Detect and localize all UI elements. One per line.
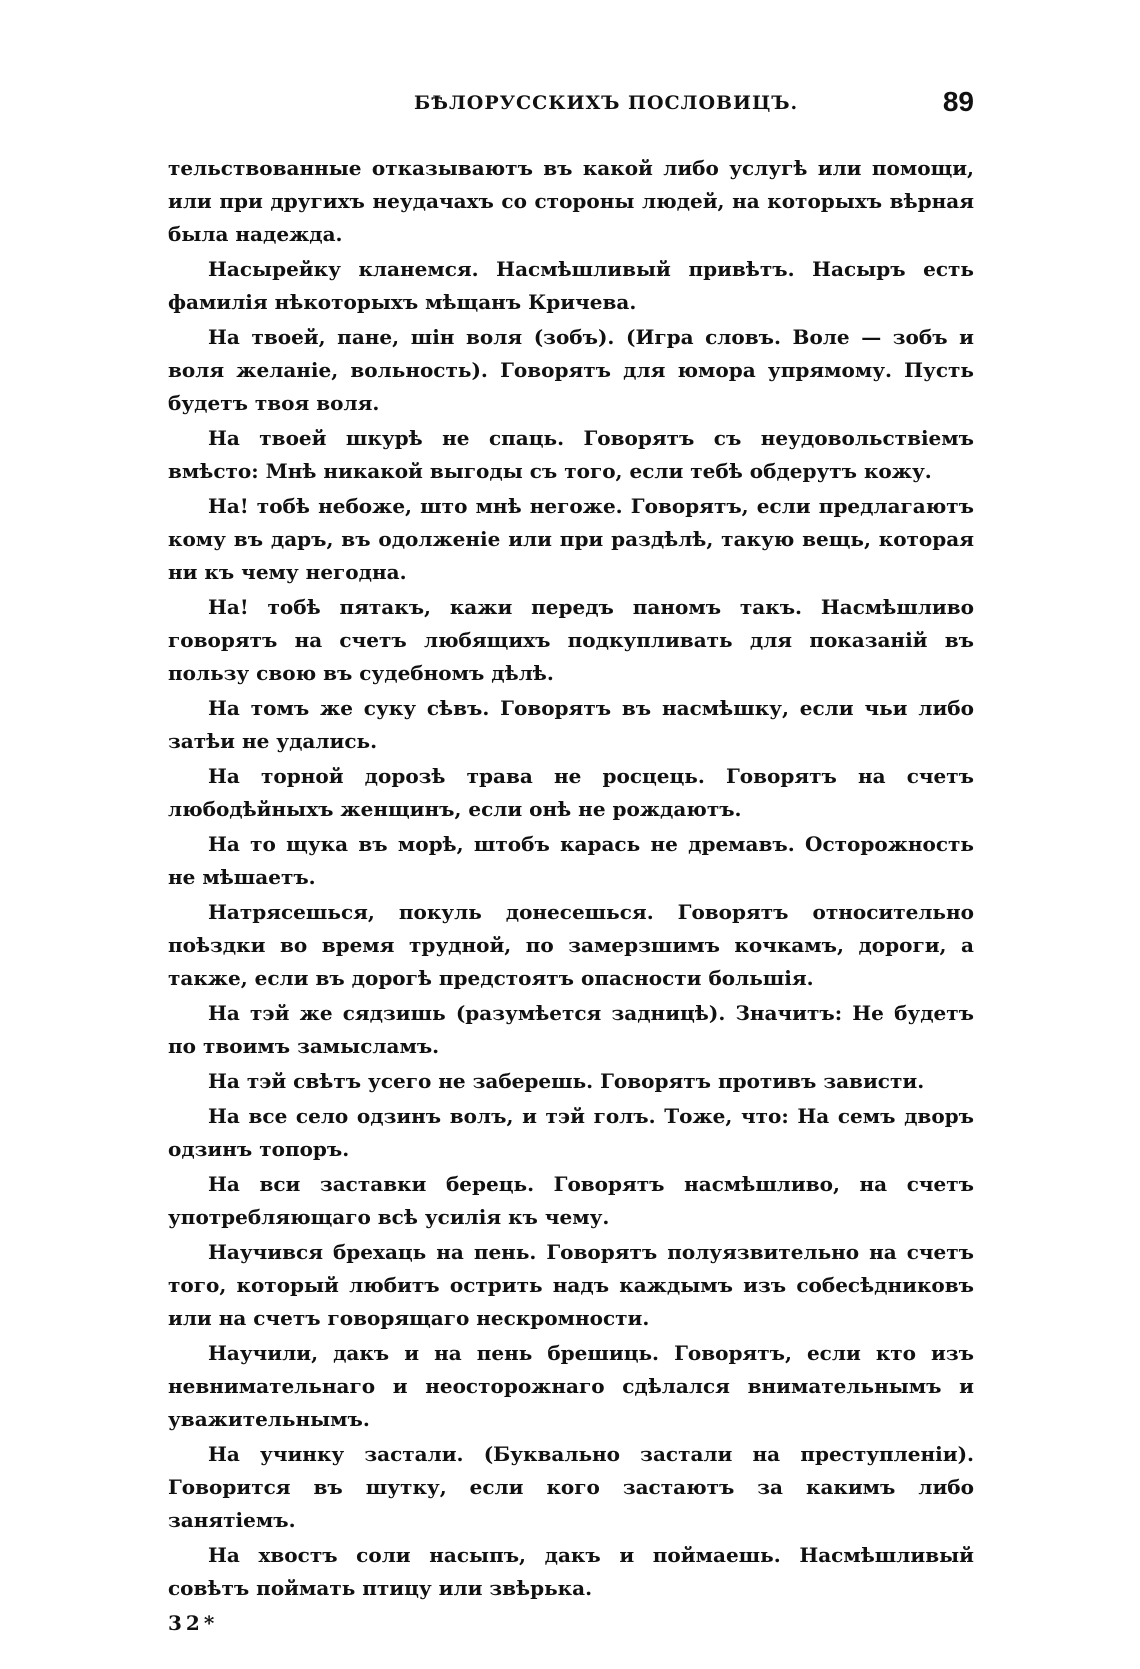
paragraph: На учинку застали. (Буквально застали на преступленіи). Говорится въ шутку, если кого застаютъ за какимъ либо занятіемъ. — [168, 1442, 974, 1532]
paragraph: Натрясешься, покуль донесешься. Говорятъ относительно поѣздки во время трудной, по замерзшимъ кочкамъ, дороги, а также, если въ дорогѣ предстоятъ опасности большія. — [168, 900, 974, 990]
paragraph: На томъ же суку сѣвъ. Говорятъ въ насмѣшку, если чьи либо затѣи не удались. — [168, 696, 974, 753]
running-head: БѢЛОРУССКИХЪ ПОСЛОВИЦЪ. — [414, 92, 799, 114]
page — [168, 88, 974, 1635]
paragraph: тельствованные отказываютъ въ какой либо услугѣ или помощи, или при другихъ неудачахъ со стороны людей, на которыхъ вѣрная была надежда. — [168, 156, 974, 246]
paragraph: На! тобѣ пятакъ, кажи передъ паномъ такъ. Насмѣшливо говорятъ на счетъ любящихъ подкупливать для показаній въ пользу свою въ судебномъ дѣлѣ. — [168, 595, 974, 685]
paragraph: На тэй же сядзишь (разумѣется задницѣ). Значитъ: Не будетъ по твоимъ замысламъ. — [168, 1001, 974, 1058]
paragraph: На вси заставки берець. Говорятъ насмѣшливо, на счетъ употребляющаго всѣ усилія къ чему. — [168, 1172, 974, 1229]
paragraph: На твоей, пане, шін воля (зобъ). (Игра словъ. Воле — зобъ и воля желаніе, вольность). Говорятъ для юмора упрямому. Пусть будетъ твоя воля. — [168, 325, 974, 415]
paragraph: Насырейку кланемся. Насмѣшливый привѣтъ. Насыръ есть фамилія нѣкоторыхъ мѣщанъ Кричева. — [168, 257, 974, 314]
page-header — [168, 88, 974, 132]
paragraph: Научився брехаць на пень. Говорятъ полуязвительно на счетъ того, который любитъ острить надъ каждымъ изъ собесѣдниковъ или на счетъ говорящаго нескромности. — [168, 1240, 974, 1330]
paragraph: На торной дорозѣ трава не росцець. Говорятъ на счетъ любодѣйныхъ женщинъ, если онѣ не рождаютъ. — [168, 764, 974, 821]
paragraph: Научили, дакъ и на пень брешиць. Говорятъ, если кто изъ невнимательнаго и неосторожнаго сдѣлался внимательнымъ и уважительнымъ. — [168, 1341, 974, 1431]
paragraph: На хвостъ соли насыпъ, дакъ и поймаешь. Насмѣшливый совѣтъ поймать птицу или звѣрька. — [168, 1543, 974, 1600]
paragraph: На все село одзинъ волъ, и тэй голъ. Тоже, что: На семъ дворъ одзинъ топоръ. — [168, 1104, 974, 1161]
paragraph: На тэй свѣтъ усего не заберешь. Говорятъ противъ зависти. — [208, 1069, 925, 1093]
paragraph: На! тобѣ небоже, што мнѣ негоже. Говорятъ, если предлагаютъ кому въ даръ, въ одолженіе или при раздѣлѣ, такую вещь, которая ни къ чему негодна. — [168, 494, 974, 584]
body-text — [168, 152, 974, 1605]
signature-mark: 32* — [168, 1611, 219, 1635]
paragraph: На твоей шкурѣ не спаць. Говорятъ съ неудовольствіемъ вмѣсто: Мнѣ никакой выгоды съ того, если тебѣ обдерутъ кожу. — [168, 426, 974, 483]
paragraph: На то щука въ морѣ, штобъ карась не дремавъ. Осторожность не мѣшаетъ. — [168, 832, 974, 889]
page-number: 89 — [942, 86, 974, 117]
